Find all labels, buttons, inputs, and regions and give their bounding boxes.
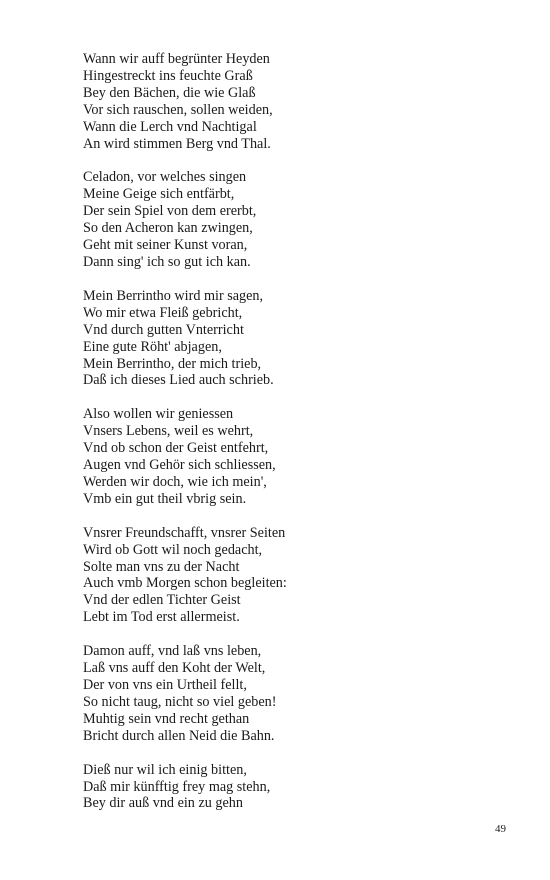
poem-line: Vnsrer Freundschafft, vnsrer Seiten: [83, 524, 286, 541]
stanza-7: [83, 762, 513, 813]
poem-line: Solte man vns zu der Nacht: [83, 558, 240, 575]
stanza-5: [83, 525, 513, 626]
poem-line: Vnd durch gutten Vnterricht: [83, 321, 244, 338]
poem-line: Celadon, vor welches singen: [83, 169, 247, 186]
poem-line: Also wollen wir geniessen: [83, 406, 234, 423]
stanza-4: [83, 406, 513, 507]
poem-line: Vnsers Lebens, weil es wehrt,: [83, 423, 254, 440]
poem-line: Bey dir auß vnd ein zu gehn: [83, 795, 243, 812]
poem-line: Auch vmb Morgen schon begleiten:: [83, 575, 287, 592]
poem-line: Daß ich dieses Lied auch schrieb.: [83, 372, 274, 389]
poem-line: Dieß nur wil ich einig bitten,: [83, 761, 247, 778]
poem-line: So den Acheron kan zwingen,: [83, 220, 253, 237]
poem-line: Vor sich rauschen, sollen weiden,: [83, 101, 273, 118]
poem-line: So nicht taug, nicht so viel geben!: [83, 693, 277, 710]
poem-line: Damon auff, vnd laß vns leben,: [83, 643, 262, 660]
poem-line: Dann sing' ich so gut ich kan.: [83, 253, 251, 270]
poem-line: Meine Geige sich entfärbt,: [83, 186, 235, 203]
poem-line: Hingestreckt ins feuchte Graß: [83, 67, 253, 84]
poem-line: Wann die Lerch vnd Nachtigal: [83, 118, 257, 135]
poem-line: An wird stimmen Berg vnd Thal.: [83, 135, 271, 152]
poem-line: Eine gute Röht' abjagen,: [83, 338, 222, 355]
poem-line: Daß mir künfftig frey mag stehn,: [83, 778, 271, 795]
poem-line: Augen vnd Gehör sich schliessen,: [83, 457, 276, 474]
poem-line: Der von vns ein Urtheil fellt,: [83, 677, 247, 693]
poem-line: Wann wir auff begrünter Heyden: [83, 51, 270, 67]
stanza-3: [83, 288, 513, 389]
poem-line: Vmb ein gut theil vbrig sein.: [83, 490, 247, 507]
poem-line: Laß vns auff den Koht der Welt,: [83, 660, 266, 677]
poem-line: Der sein Spiel von dem ererbt,: [83, 203, 257, 220]
poem: [83, 51, 513, 829]
poem-line: Wo mir etwa Fleiß gebricht,: [83, 304, 243, 321]
poem-line: Mein Berrintho wird mir sagen,: [83, 287, 264, 304]
stanza-2: [83, 169, 513, 270]
poem-line: Muhtig sein vnd recht gethan: [83, 710, 250, 727]
poem-line: Vnd ob schon der Geist entfehrt,: [83, 440, 269, 457]
poem-line: Werden wir doch, wie ich mein',: [83, 473, 267, 490]
poem-line: Geht mit seiner Kunst voran,: [83, 237, 248, 254]
poem-line: Mein Berrintho, der mich trieb,: [83, 355, 262, 372]
poem-line: Wird ob Gott wil noch gedacht,: [83, 541, 263, 558]
page-number: 49: [495, 823, 506, 835]
stanza-6: [83, 643, 513, 744]
poem-line: Lebt im Tod erst allermeist.: [83, 609, 240, 626]
poem-line: Bey den Bächen, die wie Glaß: [83, 84, 256, 101]
stanza-1: [83, 51, 513, 152]
poem-line: Vnd der edlen Tichter Geist: [83, 592, 241, 609]
poem-line: Bricht durch allen Neid die Bahn.: [83, 727, 275, 744]
